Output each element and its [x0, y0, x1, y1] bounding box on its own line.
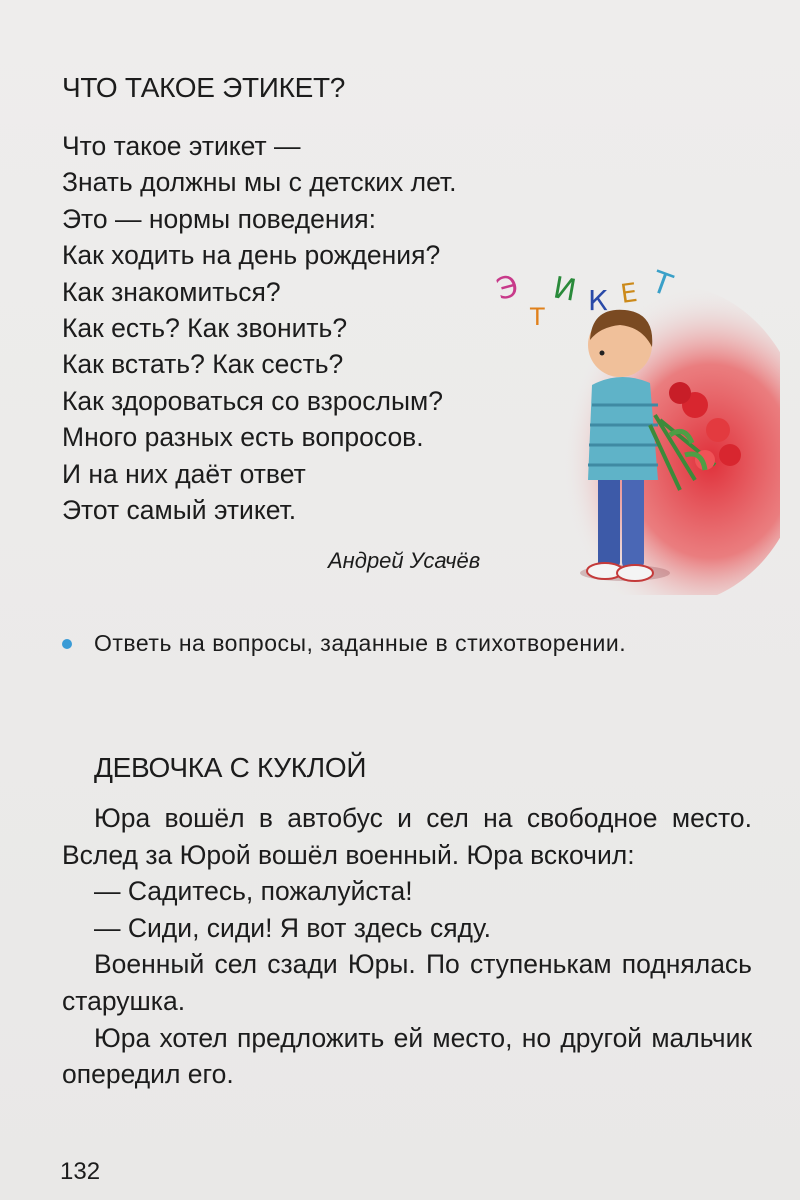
poem-line: Как ходить на день рождения? — [62, 240, 441, 271]
letter-t: Т — [530, 303, 545, 331]
section-title-girl-with-doll: ДЕВОЧКА С КУКЛОЙ — [94, 752, 367, 783]
poem-line: Что такое этикет — — [62, 131, 301, 161]
poem-line: Как есть? Как звонить? — [62, 313, 348, 344]
poem-line: Как знакомиться? — [62, 276, 281, 307]
letter-e2: Е — [618, 277, 640, 310]
poem-line: Это — нормы поведения: — [62, 203, 376, 234]
poem-line: Много разных есть вопросов. — [62, 422, 424, 453]
poem-line: Как здороваться со взрослым? — [62, 385, 443, 416]
boy-leg-icon — [598, 470, 620, 570]
boy-with-flowers-illustration — [480, 255, 780, 595]
story-paragraph: Военный сел сзади Юры. По ступенькам поднялась старушка. — [62, 949, 752, 1016]
story-text — [62, 800, 752, 1093]
task-instruction — [62, 626, 752, 660]
letter-i: И — [550, 270, 579, 309]
letter-t2: Т — [647, 264, 677, 304]
letter-e: Э — [493, 268, 523, 308]
poem-line: Как встать? Как сесть? — [62, 349, 344, 380]
poem-author: Андрей Усачёв — [328, 548, 481, 573]
poem-line: И на них даёт ответ — [62, 458, 306, 489]
poem-line: Знать должны мы с детских лет. — [62, 167, 457, 198]
story-paragraph: Юра хотел предложить ей место, но другой мальчик опередил его. — [62, 1022, 752, 1090]
story-paragraph: — Садитесь, пожалуйста! — [94, 876, 413, 907]
shoe-icon — [617, 565, 653, 581]
bullet-icon — [62, 639, 72, 649]
letter-k: К — [588, 284, 608, 317]
poem-line: Этот самый этикет. — [62, 495, 297, 526]
task-text: Ответь на вопросы, заданные в стихотворении. — [94, 630, 627, 656]
story-paragraph: Юра вошёл в автобус и сел на свободное место. Вслед за Юрой вошёл военный. Юра вскочил: — [62, 803, 752, 870]
story-paragraph: — Сиди, сиди! Я вот здесь сяду. — [94, 912, 491, 943]
boy-leg-icon — [622, 470, 644, 570]
page-number: 132 — [60, 1158, 101, 1185]
eye-icon — [600, 351, 605, 356]
section-title-etiquette: ЧТО ТАКОЕ ЭТИКЕТ? — [62, 72, 346, 103]
